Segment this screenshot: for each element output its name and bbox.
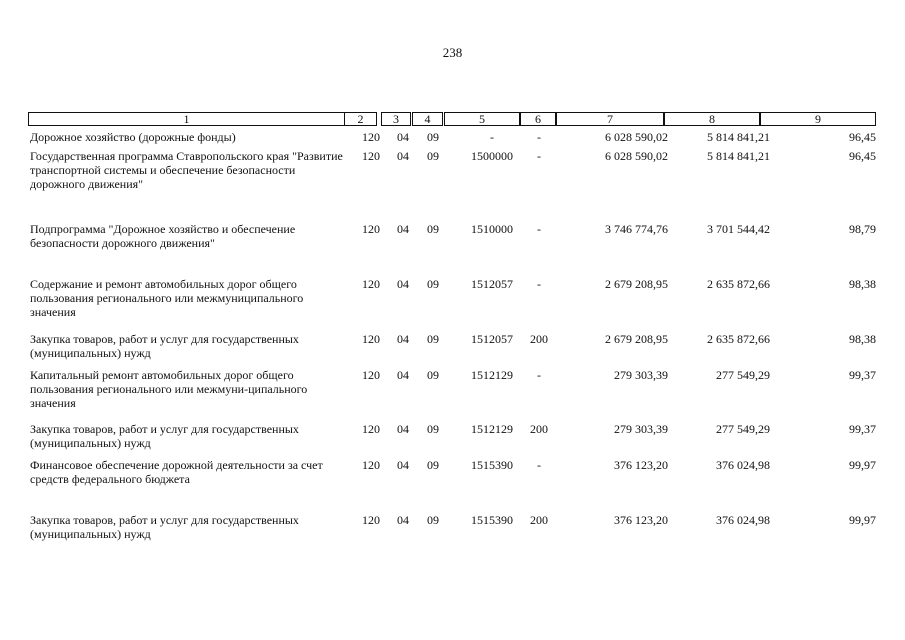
- row-col-6: 200: [530, 332, 548, 346]
- page-number: 238: [442, 45, 463, 60]
- row-col-8: 2 635 872,66: [707, 277, 770, 291]
- row-col-6: -: [537, 458, 541, 472]
- row-col-6: -: [537, 368, 541, 382]
- row-col-8: 376 024,98: [716, 513, 770, 527]
- header-col-3: 3: [381, 112, 411, 126]
- row-col-7: 6 028 590,02: [605, 130, 668, 144]
- row-col-4: 09: [427, 368, 439, 382]
- row-col-9: 98,79: [849, 222, 876, 236]
- row-col-4: 09: [427, 277, 439, 291]
- row-col-3: 04: [397, 222, 409, 236]
- row-col-5: 1512057: [471, 332, 513, 346]
- row-col-5: -: [490, 130, 494, 144]
- row-col-2: 120: [362, 277, 380, 291]
- row-col-3: 04: [397, 277, 409, 291]
- row-col-3: 04: [397, 149, 409, 163]
- row-col-6: -: [537, 149, 541, 163]
- row-col-2: 120: [362, 130, 380, 144]
- row-col-5: 1512129: [471, 422, 513, 436]
- row-col-9: 99,97: [849, 458, 876, 472]
- row-col-5: 1510000: [471, 222, 513, 236]
- row-col-5: 1515390: [471, 458, 513, 472]
- row-col-2: 120: [362, 149, 380, 163]
- row-col-9: 98,38: [849, 277, 876, 291]
- row-col-7: 2 679 208,95: [605, 277, 668, 291]
- row-name: Содержание и ремонт автомобильных дорог общего пользования регионального или межмуниципального значения: [30, 277, 304, 319]
- row-col-7: 376 123,20: [614, 513, 668, 527]
- row-col-4: 09: [427, 149, 439, 163]
- row-col-8: 3 701 544,42: [707, 222, 770, 236]
- row-col-4: 09: [427, 422, 439, 436]
- row-col-6: -: [537, 222, 541, 236]
- header-col-1: 1: [28, 112, 345, 126]
- row-col-2: 120: [362, 513, 380, 527]
- header-col-6: 6: [520, 112, 556, 126]
- row-col-2: 120: [362, 458, 380, 472]
- row-col-4: 09: [427, 130, 439, 144]
- row-name: Капитальный ремонт автомобильных дорог общего пользования регионального или межмуни-ципального значения: [30, 368, 308, 410]
- row-col-3: 04: [397, 422, 409, 436]
- row-col-7: 6 028 590,02: [605, 149, 668, 163]
- row-name: Закупка товаров, работ и услуг для государственных (муниципальных) нужд: [30, 332, 299, 360]
- header-col-7: 7: [556, 112, 664, 126]
- row-col-7: 279 303,39: [614, 422, 668, 436]
- row-name: Финансовое обеспечение дорожной деятельности за счет средств федерального бюджета: [30, 458, 323, 486]
- row-col-5: 1512129: [471, 368, 513, 382]
- row-col-7: 279 303,39: [614, 368, 668, 382]
- row-col-9: 98,38: [849, 332, 876, 346]
- row-name: Дорожное хозяйство (дорожные фонды): [30, 130, 236, 144]
- row-col-3: 04: [397, 513, 409, 527]
- row-col-6: 200: [530, 422, 548, 436]
- row-col-8: 277 549,29: [716, 422, 770, 436]
- row-col-8: 2 635 872,66: [707, 332, 770, 346]
- row-col-7: 3 746 774,76: [605, 222, 668, 236]
- row-col-3: 04: [397, 130, 409, 144]
- row-col-6: -: [537, 130, 541, 144]
- header-col-8: 8: [664, 112, 760, 126]
- header-col-2: 2: [344, 112, 377, 126]
- row-col-2: 120: [362, 222, 380, 236]
- row-col-5: 1500000: [471, 149, 513, 163]
- row-col-7: 2 679 208,95: [605, 332, 668, 346]
- row-col-3: 04: [397, 368, 409, 382]
- header-col-4: 4: [412, 112, 443, 126]
- row-col-8: 5 814 841,21: [707, 130, 770, 144]
- header-col-5: 5: [444, 112, 520, 126]
- row-col-9: 96,45: [849, 130, 876, 144]
- row-name: Государственная программа Ставропольского края "Развитие транспортной системы и обеспечение безопасности дорожного движения": [30, 149, 343, 191]
- row-col-4: 09: [427, 222, 439, 236]
- row-col-4: 09: [427, 332, 439, 346]
- row-col-9: 99,37: [849, 368, 876, 382]
- row-col-4: 09: [427, 458, 439, 472]
- row-col-9: 99,37: [849, 422, 876, 436]
- row-col-5: 1512057: [471, 277, 513, 291]
- row-col-8: 5 814 841,21: [707, 149, 770, 163]
- row-col-8: 376 024,98: [716, 458, 770, 472]
- row-col-3: 04: [397, 332, 409, 346]
- budget-table: [28, 112, 876, 541]
- row-col-9: 96,45: [849, 149, 876, 163]
- table-header-row: [28, 112, 876, 126]
- row-name: Подпрограмма "Дорожное хозяйство и обеспечение безопасности дорожного движения": [30, 222, 296, 250]
- row-name: Закупка товаров, работ и услуг для государственных (муниципальных) нужд: [30, 513, 299, 541]
- row-col-5: 1515390: [471, 513, 513, 527]
- row-col-6: -: [537, 277, 541, 291]
- row-col-3: 04: [397, 458, 409, 472]
- row-col-2: 120: [362, 368, 380, 382]
- row-col-7: 376 123,20: [614, 458, 668, 472]
- row-col-4: 09: [427, 513, 439, 527]
- header-col-9: 9: [760, 112, 876, 126]
- row-col-8: 277 549,29: [716, 368, 770, 382]
- row-col-2: 120: [362, 422, 380, 436]
- row-col-6: 200: [530, 513, 548, 527]
- row-col-9: 99,97: [849, 513, 876, 527]
- row-col-2: 120: [362, 332, 380, 346]
- row-name: Закупка товаров, работ и услуг для государственных (муниципальных) нужд: [30, 422, 299, 450]
